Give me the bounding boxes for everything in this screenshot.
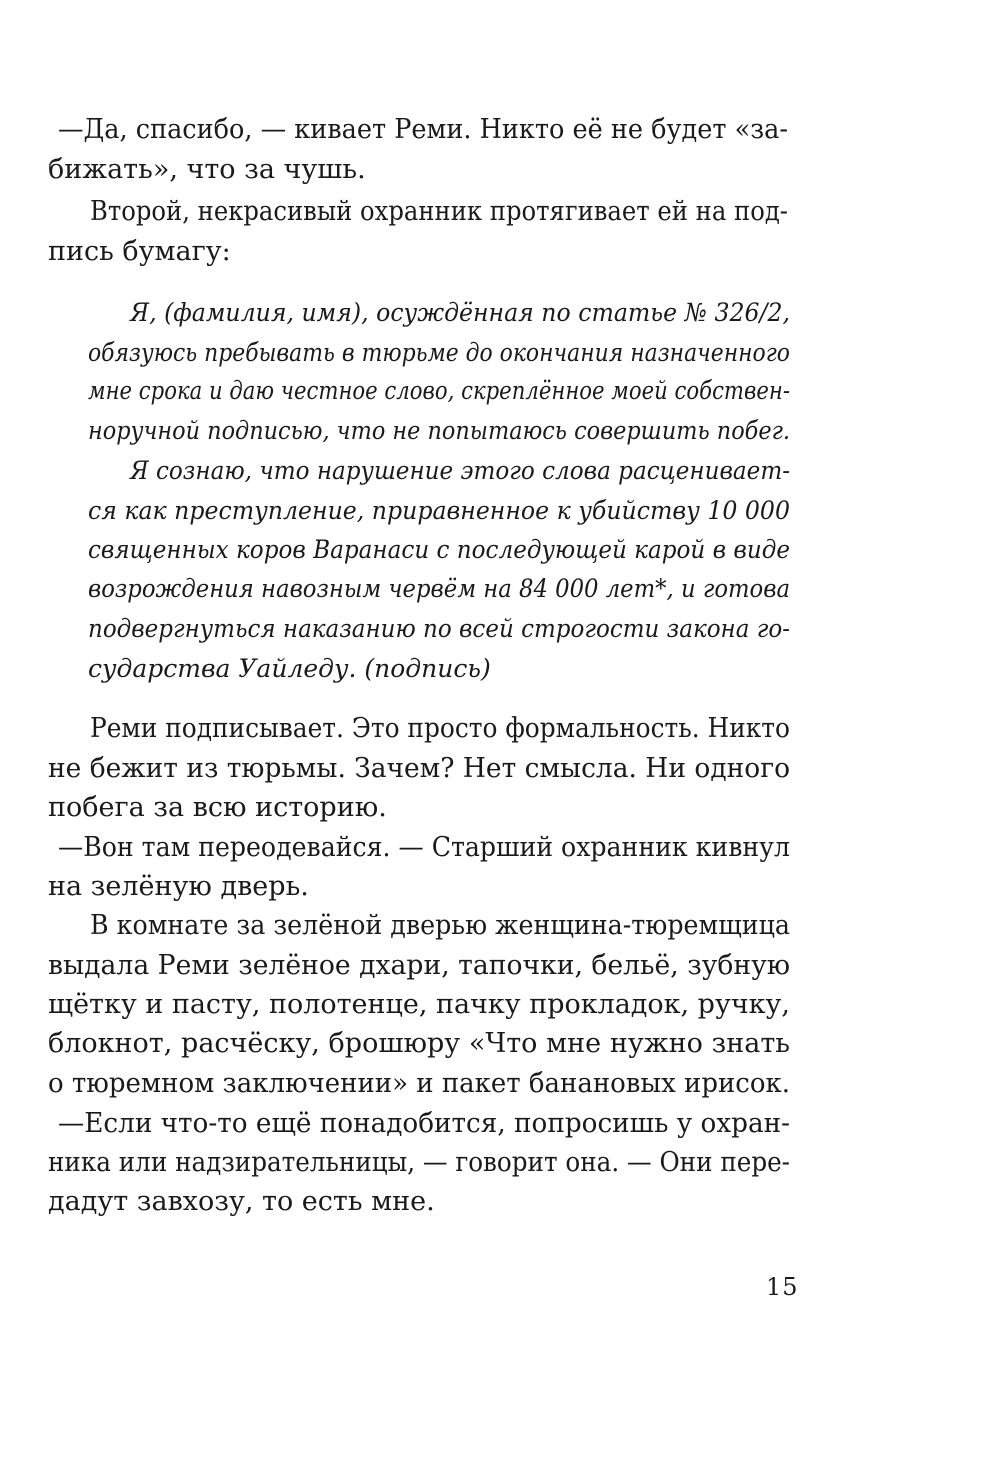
- text-line: блокнот, расчёску, брошюру «Что мне нужно знать: [48, 1028, 790, 1059]
- text-line: бижать», что за чушь.: [48, 154, 366, 185]
- quoted-document-line: ся как преступление, приравненное к убийству 10 000: [88, 496, 790, 525]
- quoted-document-line: Я сознаю, что нарушение этого слова расценивает-: [130, 456, 790, 485]
- text-line: не бежит из тюрьмы. Зачем? Нет смысла. Ни одного: [48, 753, 790, 784]
- text-line: ника или надзирательницы, — говорит она. — Они пере-: [48, 1147, 790, 1178]
- text-line: выдала Реми зелёное дхари, тапочки, бельё, зубную: [48, 950, 790, 981]
- text-line: дадут завхозу, то есть мне.: [48, 1186, 435, 1217]
- quoted-document-line: подвергнуться наказанию по всей строгости закона го-: [88, 614, 790, 643]
- text-line: на зелёную дверь.: [48, 871, 309, 902]
- text-line: побега за всю историю.: [48, 792, 387, 823]
- quoted-document-line: обязуюсь пребывать в тюрьме до окончания назначенного: [88, 338, 790, 367]
- text-line: Второй, некрасивый охранник протягивает ей на под-: [90, 196, 788, 227]
- text-line: пись бумагу:: [48, 236, 231, 267]
- quoted-document-line: Я, (фамилия, имя), осуждённая по статье № 326/2,: [130, 298, 790, 327]
- text-line: щётку и пасту, полотенце, пачку прокладок, ручку,: [48, 989, 790, 1020]
- text-line: В комнате за зелёной дверью женщина-тюремщица: [90, 910, 790, 941]
- quoted-document-line: мне срока и даю честное слово, скреплённое моей собствен-: [88, 376, 790, 405]
- quoted-document-line: сударства Уайледу. (подпись): [88, 654, 491, 683]
- text-line: —Да, спасибо, — кивает Реми. Никто её не будет «за-: [58, 114, 788, 145]
- text-line: —Если что-то ещё понадобится, попросишь у охран-: [58, 1108, 790, 1139]
- page-number: 15: [766, 1273, 799, 1301]
- text-line: —Вон там переодевайся. — Старший охранник кивнул: [58, 832, 790, 863]
- quoted-document-line: священных коров Варанаси с последующей карой в виде: [88, 535, 790, 564]
- quoted-document-line: возрождения навозным червём на 84 000 лет*, и готова: [88, 574, 790, 603]
- quoted-document-line: норучной подписью, что не попытаюсь совершить побег.: [88, 416, 790, 445]
- text-line: Реми подписывает. Это просто формальность. Никто: [90, 713, 790, 744]
- text-line: о тюремном заключении» и пакет банановых ирисок.: [48, 1068, 790, 1099]
